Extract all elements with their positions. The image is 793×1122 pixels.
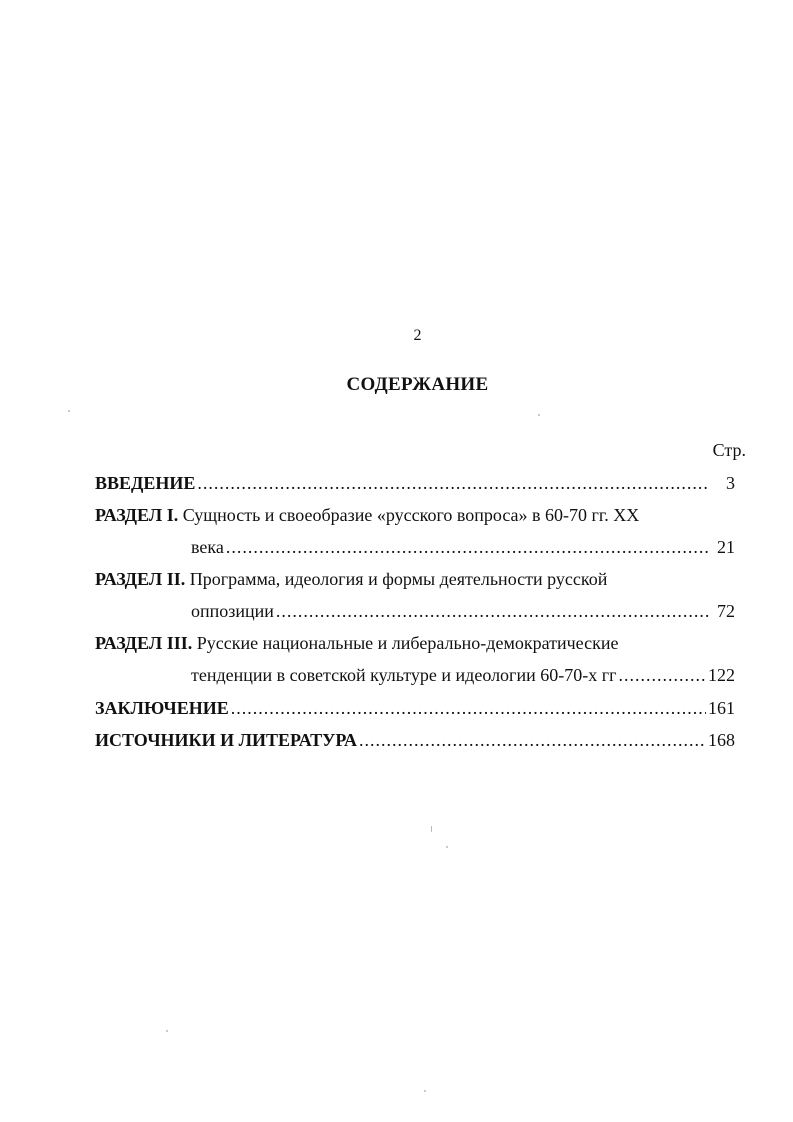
- toc-intro-page: 3: [726, 473, 735, 493]
- toc-sources-leader: [359, 728, 706, 752]
- toc-conclusion-leader: [231, 696, 706, 720]
- scan-speck: [538, 414, 540, 416]
- toc-sources-label: ИСТОЧНИКИ И ЛИТЕРАТУРА: [95, 730, 358, 750]
- toc-section1-label: РАЗДЕЛ I.: [95, 505, 179, 525]
- scan-speck: [446, 846, 448, 848]
- toc-conclusion-label: ЗАКЛЮЧЕНИЕ: [95, 698, 229, 718]
- scan-speck: [431, 826, 432, 832]
- toc-section2-page: 72: [717, 601, 735, 621]
- toc-entry-section3-line2: [191, 663, 735, 687]
- toc-section3-title-line2: тенденции в советской культуре и идеологии 60-70-х гг: [191, 665, 617, 685]
- toc-section1-leader: [226, 535, 709, 559]
- toc-section2-leader: [276, 599, 709, 623]
- toc-entry-section3-line1: [95, 631, 735, 655]
- page-title: СОДЕРЖАНИЕ: [346, 374, 489, 395]
- toc-section3-leader: [618, 663, 706, 687]
- scan-speck: [68, 410, 70, 412]
- toc-section2-title-line1: Программа, идеология и формы деятельности русской: [189, 569, 608, 589]
- toc-section3-page: 122: [708, 665, 735, 685]
- page-number: 2: [413, 327, 422, 344]
- toc-section2-label: РАЗДЕЛ II.: [95, 569, 186, 589]
- toc-section3-title-line1: Русские национальные и либерально-демократические: [196, 633, 619, 653]
- toc-section1-page: 21: [717, 537, 735, 557]
- toc-section1-title-line1: Сущность и своеобразие «русского вопроса» в 60-70 гг. XX: [182, 505, 640, 525]
- scan-speck: [424, 1090, 426, 1092]
- toc-section1-title-line2: века: [191, 537, 224, 557]
- toc-entry-sources: [95, 728, 735, 752]
- scan-speck: [166, 1030, 168, 1032]
- toc-entry-section1-line2: [191, 535, 735, 559]
- toc-entry-section1-line1: [95, 503, 735, 527]
- page-column-label: Стр.: [712, 440, 746, 460]
- toc-entry-intro: [95, 471, 735, 495]
- toc-section2-title-line2: оппозиции: [191, 601, 274, 621]
- toc-entry-section2-line1: [95, 567, 735, 591]
- toc-entry-section2-line2: [191, 599, 735, 623]
- toc-sources-page: 168: [708, 730, 735, 750]
- toc-intro-label: ВВЕДЕНИЕ: [95, 473, 196, 493]
- toc-section3-label: РАЗДЕЛ III.: [95, 633, 193, 653]
- toc-conclusion-page: 161: [708, 698, 735, 718]
- toc-intro-leader: [197, 471, 709, 495]
- toc-entry-conclusion: [95, 696, 735, 720]
